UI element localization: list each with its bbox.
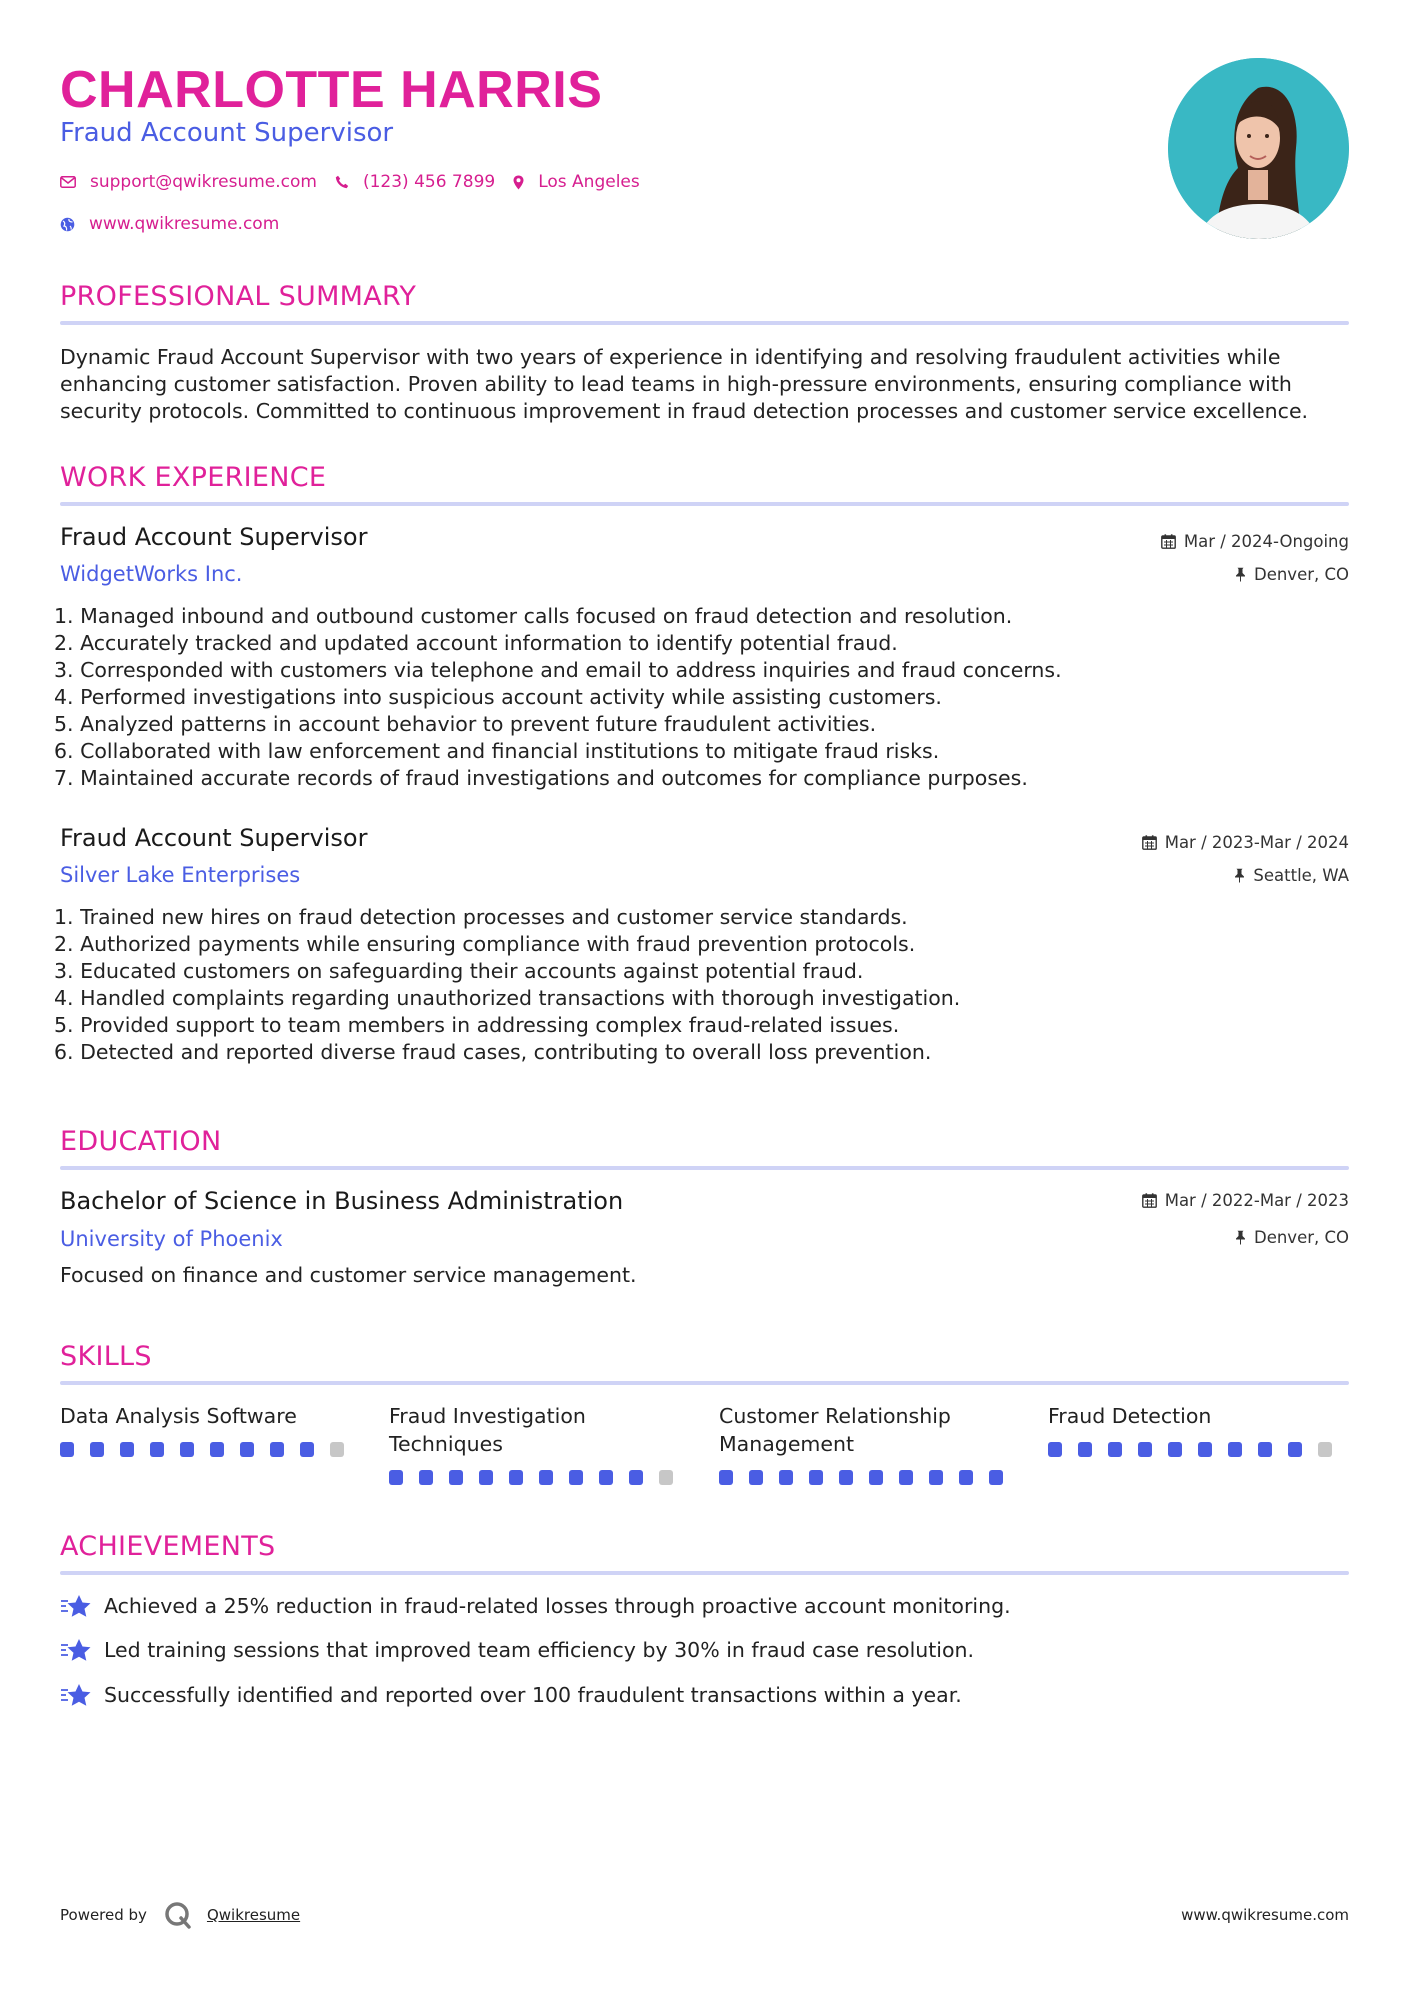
skill-dot-filled (300, 1442, 314, 1457)
education-date-text: Mar / 2022-Mar / 2023 (1164, 1191, 1349, 1210)
job-date-text: Mar / 2023-Mar / 2024 (1164, 833, 1349, 852)
education-location (1235, 1228, 1349, 1247)
skill-dot-filled (629, 1470, 643, 1485)
skill-name: Customer Relationship Management (719, 1404, 951, 1456)
skill-dot-filled (1048, 1442, 1062, 1457)
skill-rating (719, 1470, 1019, 1485)
achievement-text: Led training sessions that improved team efficiency by 30% in fraud case resolution. (104, 1638, 975, 1662)
job-location-text: Seattle, WA (1253, 866, 1349, 885)
skill-dot-filled (869, 1470, 883, 1485)
company-name: Silver Lake Enterprises (60, 863, 301, 887)
footer-powered-by (60, 1900, 300, 1930)
phone-text: (123) 456 7899 (362, 172, 496, 192)
skill-dot-filled (90, 1442, 104, 1457)
email-item[interactable] (60, 172, 317, 192)
candidate-name: CHARLOTTE HARRIS (60, 61, 603, 119)
job-date-text: Mar / 2024-Ongoing (1183, 532, 1349, 551)
skill-dot-filled (389, 1470, 403, 1485)
job-title: Fraud Account Supervisor (60, 824, 368, 852)
email-text: support@qwikresume.com (90, 172, 317, 192)
skill-dot-filled (1258, 1442, 1272, 1457)
list-item: 1. Managed inbound and outbound customer calls focused on fraud detection and resolution. (54, 604, 1013, 628)
envelope-icon (60, 176, 76, 188)
achievements-divider (60, 1571, 1349, 1575)
website-row (60, 214, 297, 234)
globe-icon (60, 217, 75, 232)
skill-item (389, 1402, 689, 1485)
skill-rating (389, 1470, 689, 1485)
achievements-heading: ACHIEVEMENTS (60, 1531, 276, 1562)
calendar-icon (1161, 534, 1176, 549)
company-name: WidgetWorks Inc. (60, 562, 243, 586)
job-location (1235, 565, 1349, 584)
list-item: 3. Educated customers on safeguarding their accounts against potential fraud. (54, 959, 864, 983)
skill-rating (60, 1442, 360, 1457)
skill-dot-filled (240, 1442, 254, 1457)
qwikresume-link[interactable]: Qwikresume (206, 1906, 301, 1924)
skill-name: Fraud Detection (1048, 1404, 1212, 1428)
skill-dot-filled (719, 1470, 733, 1485)
job-date (1161, 532, 1349, 551)
skill-dot-filled (749, 1470, 763, 1485)
experience-heading: WORK EXPERIENCE (60, 462, 327, 493)
list-item: 2. Authorized payments while ensuring compliance with fraud prevention protocols. (54, 932, 916, 956)
skill-dot-filled (989, 1470, 1003, 1485)
location-text: Los Angeles (538, 172, 640, 192)
contact-row (60, 172, 658, 192)
education-description: Focused on finance and customer service management. (60, 1263, 637, 1287)
skill-dot-empty (1318, 1442, 1332, 1457)
education-date (1142, 1191, 1349, 1210)
list-item: 6. Collaborated with law enforcement and financial institutions to mitigate fraud risks. (54, 739, 940, 763)
list-item: 4. Handled complaints regarding unauthorized transactions with thorough investigation. (54, 986, 961, 1010)
list-item: 3. Corresponded with customers via telephone and email to address inquiries and fraud concerns. (54, 658, 1062, 682)
skill-dot-filled (899, 1470, 913, 1485)
list-item: 1. Trained new hires on fraud detection processes and customer service standards. (54, 905, 908, 929)
skill-rating (1048, 1442, 1348, 1457)
star-icon (60, 1682, 92, 1708)
degree-title: Bachelor of Science in Business Administration (60, 1187, 624, 1215)
skill-dot-empty (659, 1470, 673, 1485)
list-item: 5. Provided support to team members in addressing complex fraud-related issues. (54, 1013, 900, 1037)
calendar-icon (1142, 835, 1157, 850)
achievement-text: Achieved a 25% reduction in fraud-related losses through proactive account monitoring. (104, 1594, 1011, 1618)
skill-dot-filled (1138, 1442, 1152, 1457)
skill-dot-filled (599, 1470, 613, 1485)
skill-dot-filled (809, 1470, 823, 1485)
summary-text: Dynamic Fraud Account Supervisor with two years of experience in identifying and resolving fraudulent activities while enhancing customer satisfaction. Proven ability to lead teams in high-pressure environments, ensuring compliance with security protocols. Committed to continuous improvement in fraud detection processes and customer service excellence. (60, 345, 1309, 423)
skill-dot-empty (330, 1442, 344, 1457)
skill-item (60, 1402, 360, 1457)
job-title: Fraud Account Supervisor (60, 523, 368, 551)
skill-dot-filled (1078, 1442, 1092, 1457)
summary-heading: PROFESSIONAL SUMMARY (60, 281, 417, 312)
qwikresume-logo-icon (163, 1900, 193, 1930)
skill-dot-filled (1198, 1442, 1212, 1457)
education-divider (60, 1166, 1349, 1170)
footer-website[interactable]: www.qwikresume.com (1181, 1906, 1349, 1924)
pushpin-icon (1235, 567, 1246, 582)
skill-dot-filled (539, 1470, 553, 1485)
list-item: 2. Accurately tracked and updated account information to identify potential fraud. (54, 631, 898, 655)
powered-by-label: Powered by (60, 1906, 147, 1924)
skill-dot-filled (120, 1442, 134, 1457)
job-bullets (54, 904, 1344, 1066)
skill-dot-filled (509, 1470, 523, 1485)
skill-dot-filled (959, 1470, 973, 1485)
skill-dot-filled (1168, 1442, 1182, 1457)
job-date (1142, 833, 1349, 852)
school-name: University of Phoenix (60, 1227, 283, 1251)
achievement-item (60, 1637, 974, 1663)
pushpin-icon (1234, 868, 1245, 883)
job-location-text: Denver, CO (1253, 565, 1349, 584)
skills-heading: SKILLS (60, 1341, 152, 1372)
website-text: www.qwikresume.com (89, 214, 280, 234)
list-item: 6. Detected and reported diverse fraud cases, contributing to overall loss prevention. (54, 1040, 932, 1064)
skill-dot-filled (1228, 1442, 1242, 1457)
education-location-text: Denver, CO (1253, 1228, 1349, 1247)
list-item: 5. Analyzed patterns in account behavior to prevent future fraudulent activities. (54, 712, 877, 736)
phone-item[interactable] (335, 172, 495, 192)
candidate-title: Fraud Account Supervisor (60, 118, 394, 148)
achievement-item (60, 1593, 1011, 1619)
skill-dot-filled (1108, 1442, 1122, 1457)
skill-dot-filled (1288, 1442, 1302, 1457)
calendar-icon (1142, 1193, 1157, 1208)
list-item: 7. Maintained accurate records of fraud investigations and outcomes for compliance purposes. (54, 766, 1028, 790)
skills-divider (60, 1381, 1349, 1385)
summary-divider (60, 321, 1349, 325)
map-pin-icon (513, 175, 524, 190)
skill-dot-filled (779, 1470, 793, 1485)
skill-dot-filled (419, 1470, 433, 1485)
skill-dot-filled (150, 1442, 164, 1457)
star-icon (60, 1593, 92, 1619)
job-location (1234, 866, 1349, 885)
location-item (513, 172, 640, 192)
list-item: 4. Performed investigations into suspicious account activity while assisting customers. (54, 685, 942, 709)
profile-photo (1168, 58, 1349, 239)
phone-icon (335, 175, 349, 189)
skill-dot-filled (180, 1442, 194, 1457)
star-icon (60, 1637, 92, 1663)
skill-name: Data Analysis Software (60, 1404, 297, 1428)
skill-dot-filled (449, 1470, 463, 1485)
website-item[interactable] (60, 214, 279, 234)
skill-dot-filled (60, 1442, 74, 1457)
skill-dot-filled (569, 1470, 583, 1485)
portrait-image (1168, 58, 1349, 239)
pushpin-icon (1235, 1230, 1246, 1245)
skill-name: Fraud Investigation Techniques (389, 1404, 586, 1456)
experience-divider (60, 502, 1349, 506)
skill-item (719, 1402, 1019, 1485)
skill-dot-filled (270, 1442, 284, 1457)
skill-dot-filled (210, 1442, 224, 1457)
achievement-text: Successfully identified and reported over 100 fraudulent transactions within a year. (104, 1683, 962, 1707)
skill-dot-filled (929, 1470, 943, 1485)
skill-dot-filled (839, 1470, 853, 1485)
achievement-item (60, 1682, 962, 1708)
skill-dot-filled (479, 1470, 493, 1485)
job-bullets (54, 603, 1344, 792)
education-heading: EDUCATION (60, 1126, 222, 1157)
skill-item (1048, 1402, 1348, 1457)
